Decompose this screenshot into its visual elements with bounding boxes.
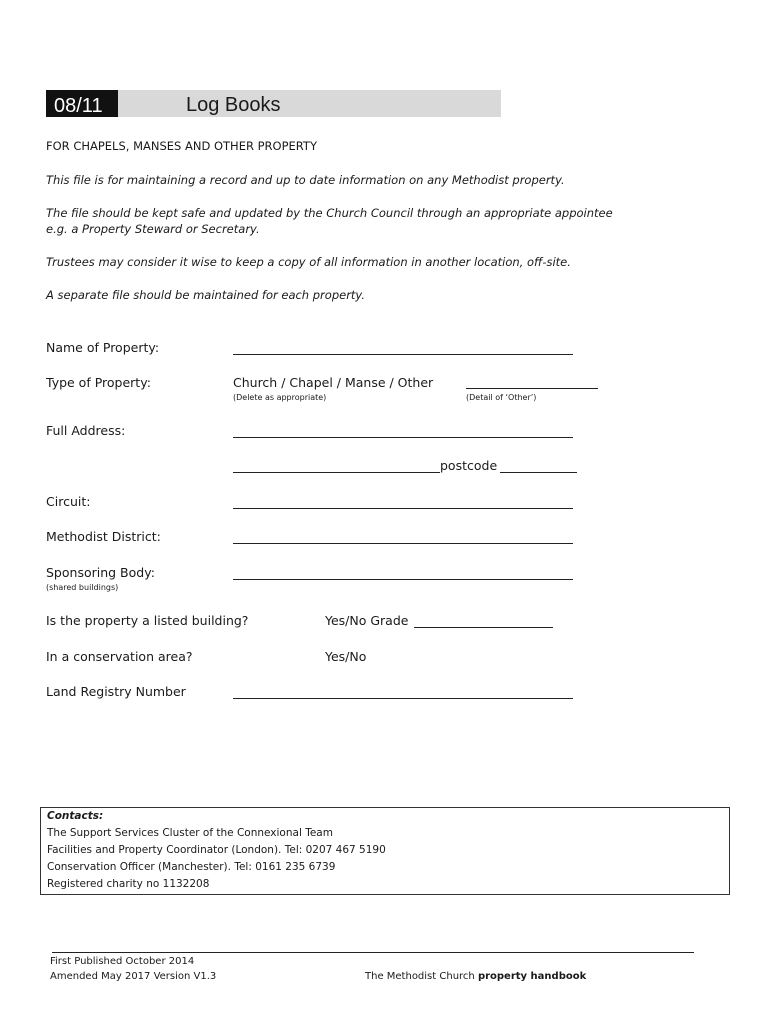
listed-grade-field[interactable]	[414, 627, 553, 628]
postcode-label: postcode	[440, 458, 498, 473]
footer-amended: Amended May 2017 Version V1.3	[50, 971, 217, 982]
type-of-property-label: Type of Property:	[46, 375, 151, 390]
land-registry-field[interactable]	[233, 698, 573, 699]
intro-heading: FOR CHAPELS, MANSES AND OTHER PROPERTY	[46, 139, 317, 153]
type-other-note: (Detail of ‘Other’)	[466, 393, 537, 402]
name-of-property-label: Name of Property:	[46, 340, 160, 355]
footer-published: First Published October 2014	[50, 956, 195, 967]
contacts-line-4: Registered charity no 1132208	[47, 878, 210, 890]
sponsoring-body-field[interactable]	[233, 579, 573, 580]
full-address-label: Full Address:	[46, 423, 126, 438]
sponsoring-body-label: Sponsoring Body:	[46, 565, 155, 580]
conservation-area-label: In a conservation area?	[46, 649, 193, 664]
intro-paragraph-1: This file is for maintaining a record and up to date information on any Methodist property.	[46, 173, 565, 187]
footer-handbook-prefix: The Methodist Church	[365, 971, 478, 982]
intro-paragraph-3: Trustees may consider it wise to keep a copy of all information in another location, off-site.	[46, 255, 571, 269]
address-line-2-field[interactable]	[233, 472, 440, 473]
intro-paragraph-4: A separate file should be maintained for each property.	[46, 288, 365, 302]
methodist-district-field[interactable]	[233, 543, 573, 544]
listed-building-answer[interactable]: Yes/No Grade	[325, 613, 409, 628]
footer-handbook	[365, 971, 586, 982]
postcode-field[interactable]	[500, 472, 577, 473]
contacts-heading: Contacts:	[47, 810, 104, 822]
contacts-line-1: The Support Services Cluster of the Connexional Team	[47, 827, 333, 839]
conservation-area-answer[interactable]: Yes/No	[325, 649, 367, 664]
contacts-box	[40, 807, 730, 895]
land-registry-label: Land Registry Number	[46, 684, 186, 699]
footer-divider	[52, 952, 694, 953]
name-of-property-field[interactable]	[233, 354, 573, 355]
type-other-detail-field[interactable]	[466, 388, 598, 389]
type-of-property-options[interactable]: Church / Chapel / Manse / Other	[233, 375, 434, 390]
contacts-line-2: Facilities and Property Coordinator (London). Tel: 0207 467 5190	[47, 844, 386, 856]
intro-paragraph-2a: The file should be kept safe and updated by the Church Council through an appropriate appointee	[46, 206, 613, 220]
listed-building-label: Is the property a listed building?	[46, 613, 249, 628]
footer-handbook-bold: property handbook	[477, 971, 587, 982]
circuit-label: Circuit:	[46, 494, 91, 509]
sponsoring-body-note: (shared buildings)	[46, 583, 119, 592]
methodist-district-label: Methodist District:	[46, 529, 161, 544]
address-line-1-field[interactable]	[233, 437, 573, 438]
contacts-line-3: Conservation Officer (Manchester). Tel: 0161 235 6739	[47, 861, 336, 873]
page-title: Log Books	[186, 94, 281, 116]
intro-paragraph-2b: e.g. a Property Steward or Secretary.	[46, 222, 260, 236]
type-of-property-note: (Delete as appropriate)	[233, 393, 327, 402]
circuit-field[interactable]	[233, 508, 573, 509]
section-number: 08/11	[46, 90, 118, 117]
